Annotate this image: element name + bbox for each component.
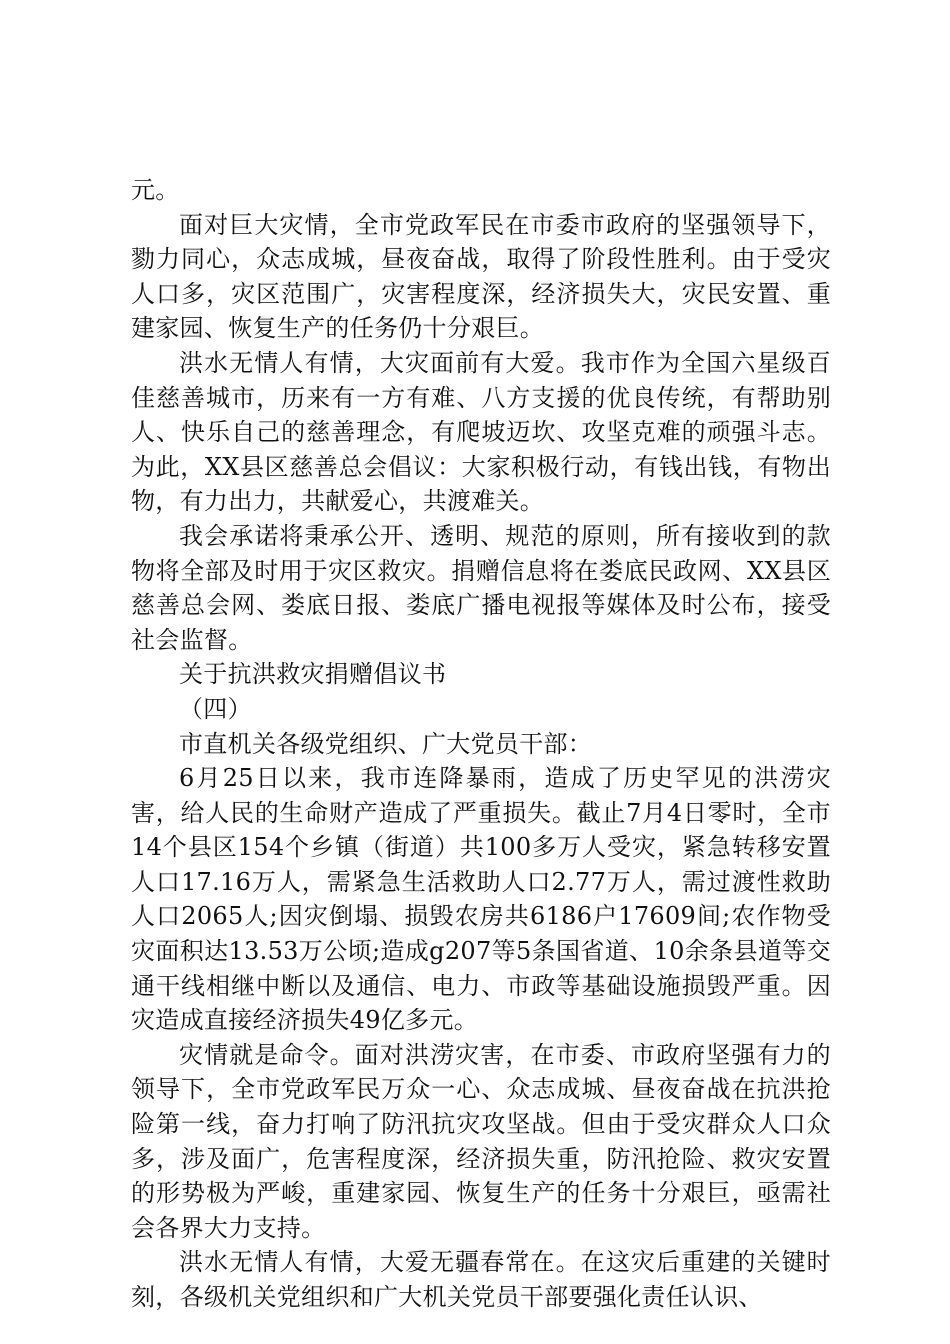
paragraph-relief-situation: 灾情就是命令。面对洪涝灾害，在市委、市政府坚强有力的领导下，全市党政军民万众一心、众志成城、昼夜奋战在抗洪抢险第一线，奋力打响了防汛抗灾攻坚战。但由于受灾群众人口众多，涉及面广，危害程度深，经济损失重，防汛抢险、救灾安置的形势极为严峻，重建家园、恢复生产的任务十分艰巨，亟需社会各界大力支持。 xyxy=(131,1040,831,1242)
section-title: 关于抗洪救灾捐赠倡议书 xyxy=(179,660,447,689)
salutation: 市直机关各级党组织、广大党员干部： xyxy=(179,729,593,758)
section-number: （四） xyxy=(179,694,252,723)
paragraph-disaster-response: 面对巨大灾情，全市党政军民在市委市政府的坚强领导下，勠力同心，众志成城，昼夜奋战，取得了阶段性胜利。由于受灾人口多，灾区范围广，灾害程度深，经济损失大，灾民安置、重建家园、恢复生产的任务仍十分艰巨。 xyxy=(131,210,831,343)
paragraph-transparency-pledge: 我会承诺将秉承公开、透明、规范的原则，所有接收到的款物将全部及时用于灾区救灾。捐赠信息将在娄底民政网、XX县区慈善总会网、娄底日报、娄底广播电视报等媒体及时公布，接受社会监督。 xyxy=(131,521,831,654)
paragraph-flood-statistics: 6月25日以来，我市连降暴雨，造成了历史罕见的洪涝灾害，给人民的生命财产造成了严重损失。截止7月4日零时，全市14个县区154个乡镇（街道）共100多万人受灾，紧急转移安置人口17.16万人，需紧急生活救助人口2.77万人，需过渡性救助人口2065人;因灾倒塌、损毁农房共6186户17609间;农作物受灾面积达13.53万公顷;造成g207等5条国省道、10余条县道等交通干线相继中断以及通信、电力、市政等基础设施损毁严重。因灾造成直接经济损失49亿多元。 xyxy=(131,764,831,1035)
paragraph-continuation: 元。 xyxy=(131,176,180,204)
paragraph-charity-appeal: 洪水无情人有情，大灾面前有大爱。我市作为全国六星级百佳慈善城市，历来有一方有难、八方支援的优良传统，有帮助别人、快乐自己的慈善理念，有爬坡迈坎、攻坚克难的顽强斗志。为此，XX县区慈善总会倡议：大家积极行动，有钱出钱，有物出物，有力出力，共献爱心，共渡难关。 xyxy=(131,348,831,516)
paragraph-call-to-action: 洪水无情人有情，大爱无疆春常在。在这灾后重建的关键时刻，各级机关党组织和广大机关党员干部要强化责任认识、 xyxy=(131,1248,831,1311)
document-body xyxy=(131,173,831,1315)
